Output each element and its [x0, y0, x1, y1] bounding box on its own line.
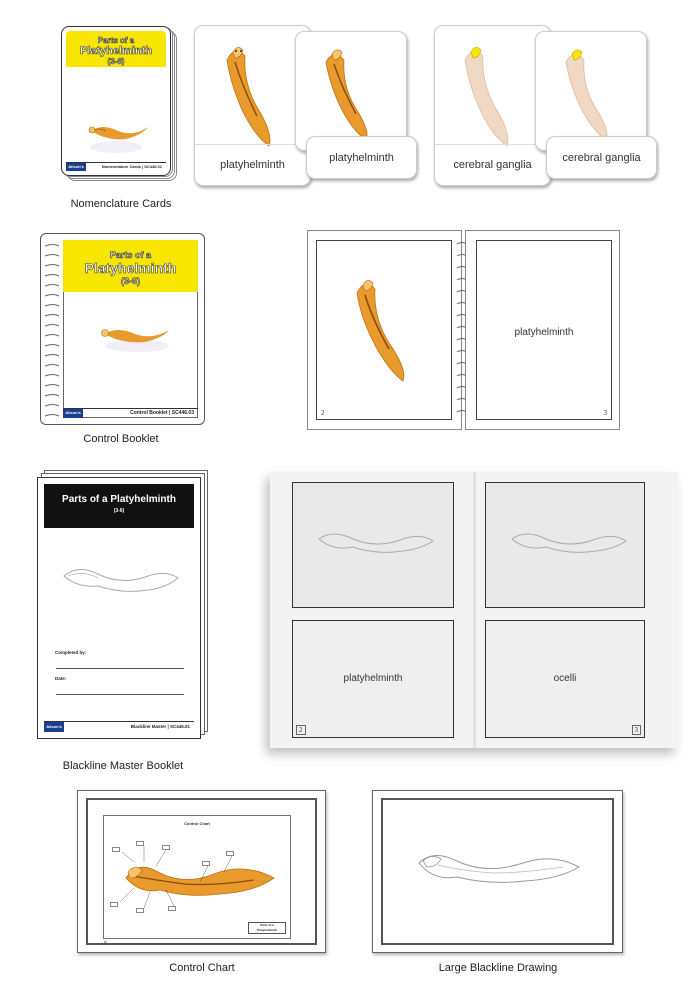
nomenclature-deck-cover[interactable] — [61, 26, 171, 176]
control-chart-poster[interactable] — [77, 790, 326, 953]
outline-worm-illustration — [486, 483, 646, 609]
page-number: 3 — [632, 725, 642, 735]
nomenclature-cards-caption: Nomenclature Cards — [70, 198, 172, 210]
picture-card[interactable] — [295, 31, 407, 151]
brand-logo: Alison's — [63, 408, 83, 418]
booklet-footer: Control Booklet | SC446.03 — [63, 408, 198, 418]
deck-footer: Nomenclature Cards | SC446.01 — [66, 162, 166, 171]
platyhelminth-worm-illustration — [296, 32, 408, 152]
completed-by-line[interactable] — [56, 668, 184, 669]
card-label: cerebral ganglia — [453, 159, 532, 171]
outline-worm-illustration — [293, 483, 455, 609]
spine-fold — [473, 472, 476, 748]
picture-label-card[interactable] — [434, 25, 551, 186]
control-chart-caption: Control Chart — [169, 962, 235, 974]
card-label: platyhelminth — [329, 152, 394, 164]
cover-title: Parts of a Platyhelminth — [62, 494, 176, 505]
page-label: platyhelminth — [514, 327, 574, 338]
part-label-tag — [202, 861, 210, 866]
deck-title: Parts of a Platyhelminth (3-6) — [79, 36, 153, 66]
booklet-right-page — [465, 230, 620, 430]
page-number: 2 — [321, 409, 325, 417]
brand-logo: Alison's — [66, 162, 86, 171]
booklet-worm-illustration — [41, 234, 206, 426]
picture-card[interactable] — [535, 31, 647, 151]
outline-worm-illustration — [373, 791, 624, 954]
chart-key-box: Parts of a Platyhelminth — [248, 922, 286, 934]
page-number: 2 — [296, 725, 306, 735]
part-label-tag — [110, 902, 118, 907]
completed-by-label: Completed by: — [55, 650, 87, 655]
date-label: Date: — [55, 676, 67, 681]
lower-left-page — [292, 620, 454, 738]
cover-subtitle: (3-6) — [113, 508, 125, 514]
date-line[interactable] — [56, 694, 184, 695]
blackline-open-spread — [270, 472, 678, 748]
blackline-master-cover[interactable] — [37, 477, 201, 739]
page-label: ocelli — [553, 673, 577, 684]
control-chart-panel — [103, 815, 291, 939]
platyhelminth-worm-illustration — [317, 241, 453, 421]
page-label: platyhelminth — [343, 673, 403, 684]
part-label-tag — [136, 908, 144, 913]
upper-left-page — [292, 482, 454, 608]
part-label-tag — [226, 851, 234, 856]
upper-right-page — [485, 482, 645, 608]
control-booklet-cover[interactable] — [40, 233, 205, 425]
booklet-title: Parts of a Platyhelminth (3-6) — [84, 250, 177, 286]
card-label: cerebral ganglia — [562, 152, 641, 164]
part-label-tag — [162, 845, 170, 850]
chart-title: Control Chart — [184, 821, 210, 826]
poster-corner-mark: A — [104, 939, 107, 944]
card-divider — [435, 144, 550, 145]
blackline-master-caption: Blackline Master Booklet — [62, 760, 184, 772]
picture-label-card[interactable] — [194, 25, 311, 186]
booklet-left-page — [307, 230, 462, 430]
control-booklet-caption: Control Booklet — [83, 433, 159, 445]
label-card[interactable] — [546, 136, 657, 179]
page-number: 3 — [603, 409, 607, 417]
page-frame — [316, 240, 452, 420]
page-frame — [476, 240, 612, 420]
lower-right-page — [485, 620, 645, 738]
outline-worm-illustration — [38, 478, 202, 740]
part-label-tag — [112, 847, 120, 852]
faded-worm-illustration — [536, 32, 648, 152]
label-card[interactable] — [306, 136, 417, 179]
card-divider — [195, 144, 310, 145]
card-label: platyhelminth — [220, 159, 285, 171]
brand-logo: Alison's — [44, 721, 64, 732]
large-blackline-caption: Large Blackline Drawing — [438, 962, 558, 974]
cover-footer: Blackline Master | SC446.01 — [44, 721, 194, 732]
part-label-tag — [136, 841, 144, 846]
part-label-tag — [168, 906, 176, 911]
large-blackline-poster[interactable] — [372, 790, 623, 953]
deck-worm-illustration — [62, 27, 171, 176]
